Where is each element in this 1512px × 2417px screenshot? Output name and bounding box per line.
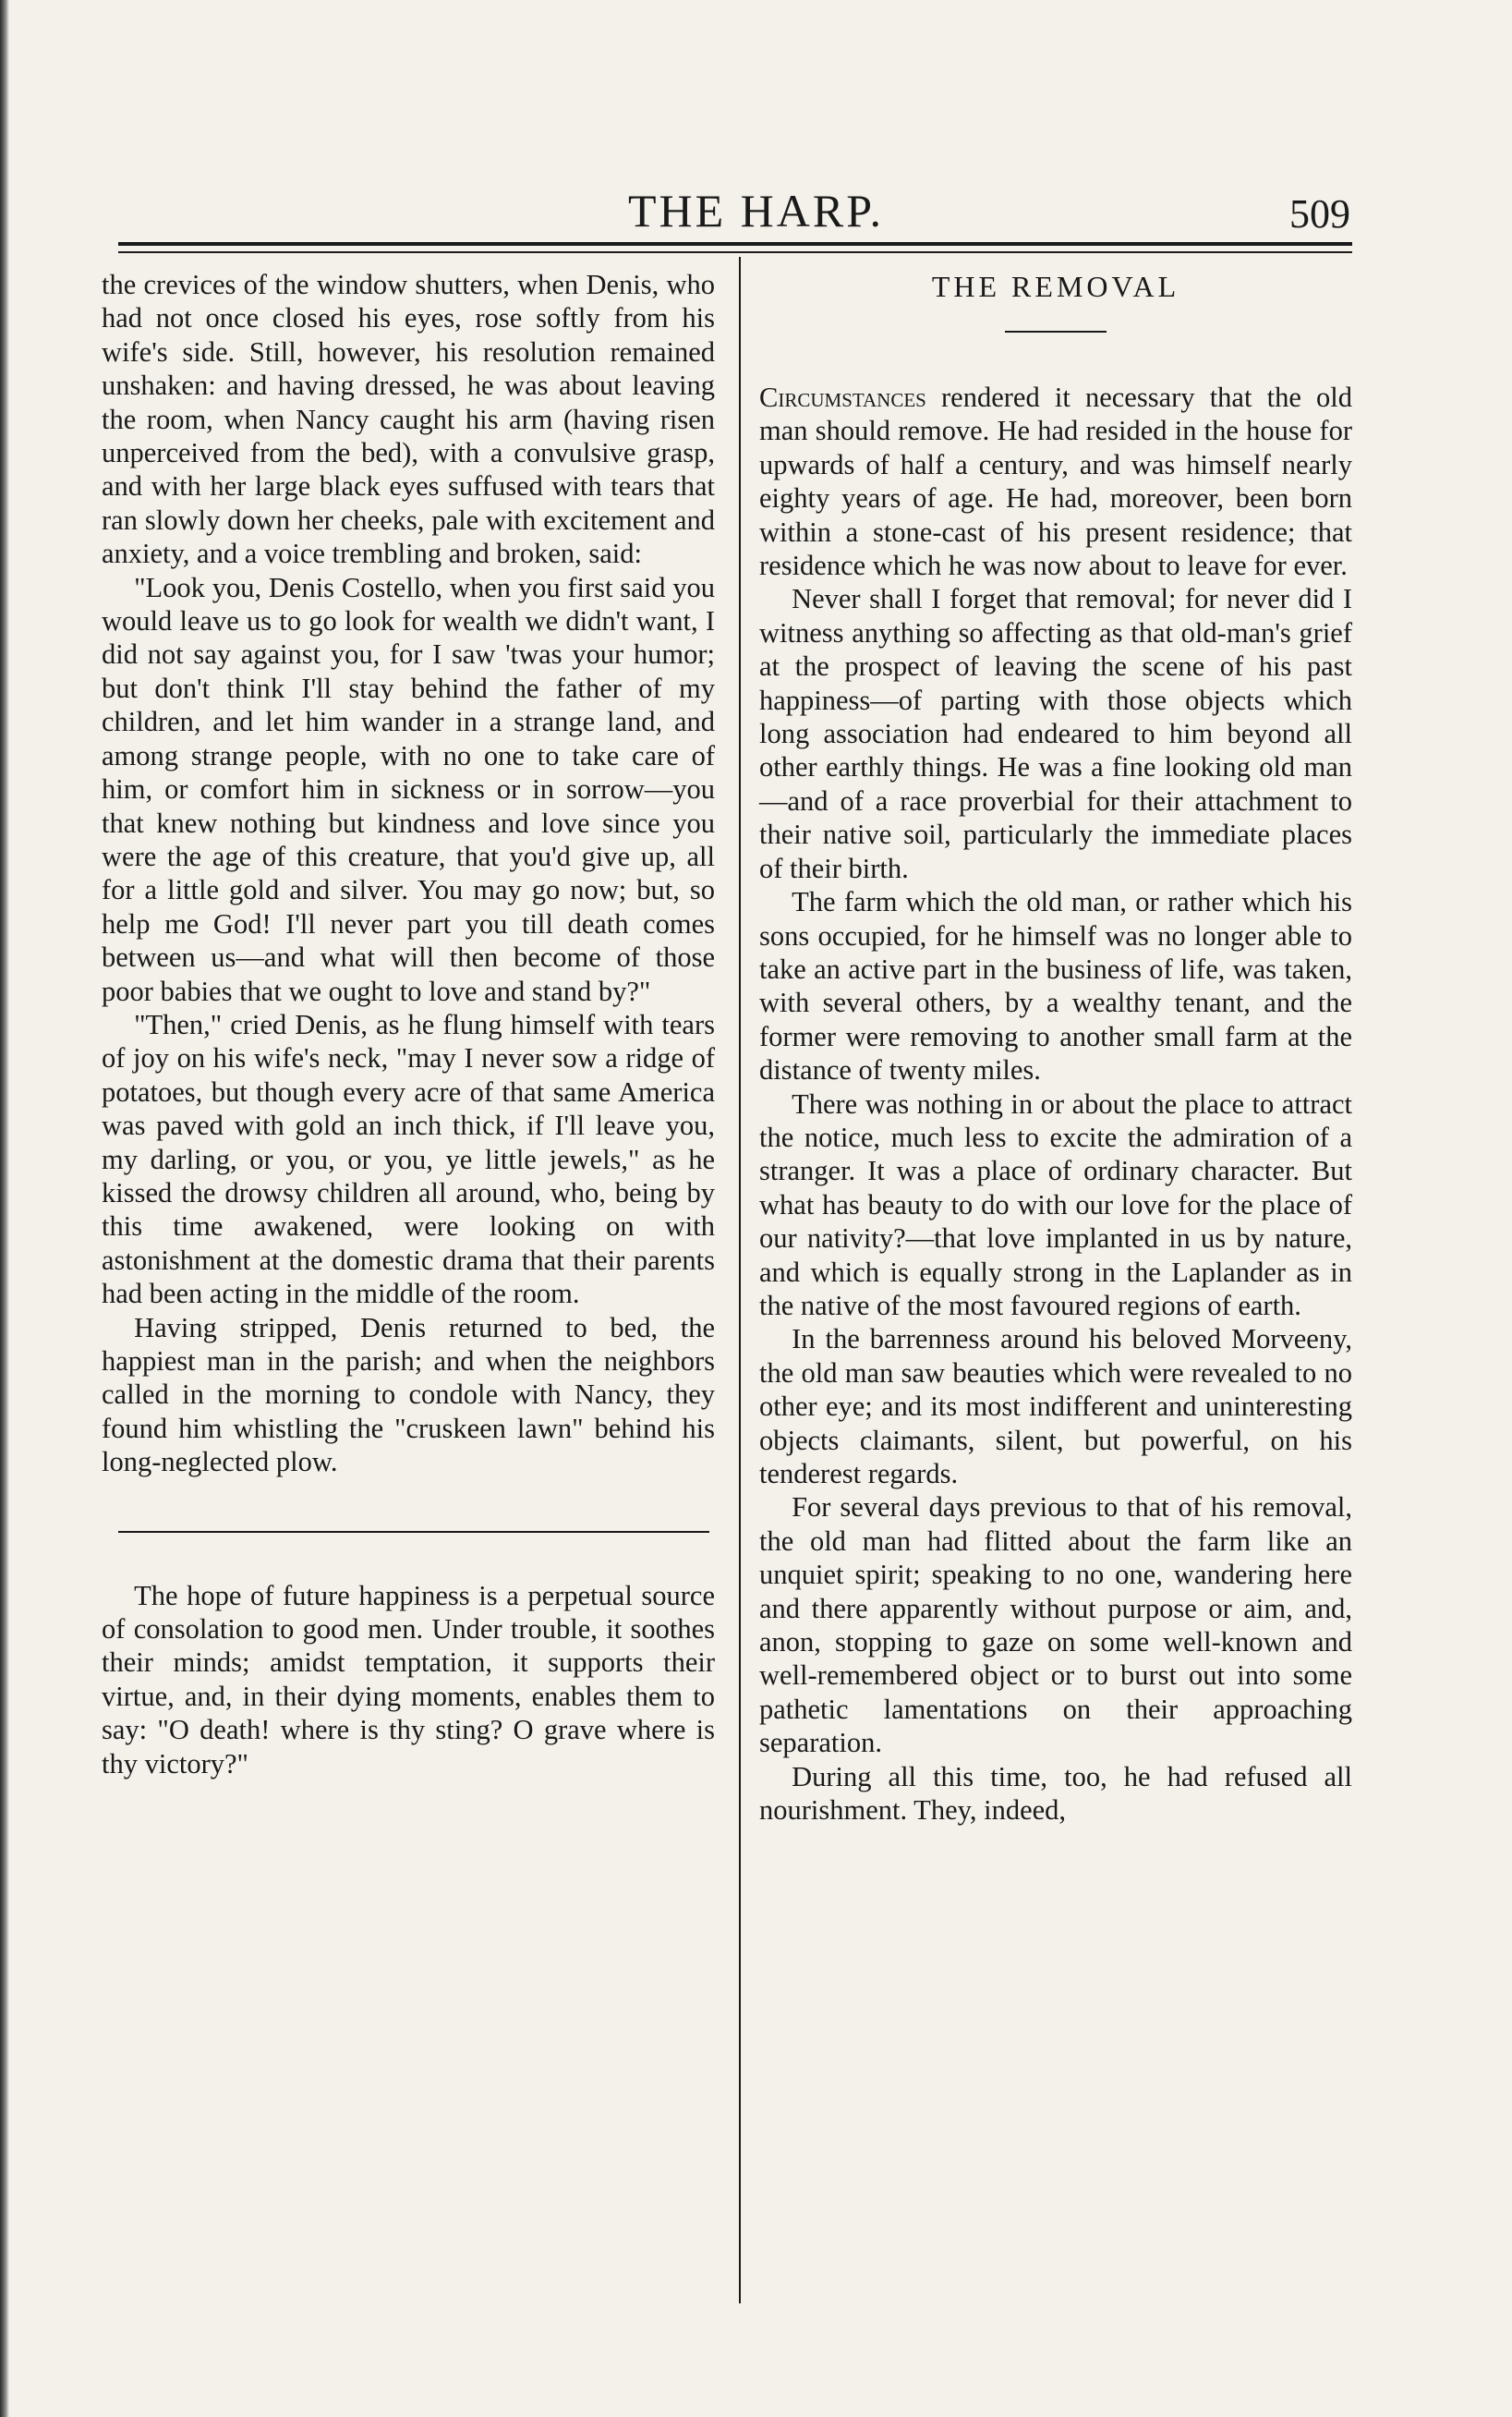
lead-paragraph-text: rendered it necessary that the old man should remove. He had resided in the house for upwards of half a century, and was himself nearly eighty years of age. He had, moreover, been born within a stone-cast of his present residence; that residence which he was now about to leave for ever. (759, 382, 1352, 582)
paragraph: During all this time, too, he had refused all nourishment. They, indeed, (759, 1760, 1352, 1827)
left-column (102, 268, 715, 1780)
page-number: 509 (1289, 191, 1350, 237)
running-title: THE HARP. (627, 185, 885, 237)
paragraph: the crevices of the window shutters, when Denis, who had not once closed his eyes, rose softly from his wife's side. Still, however, his resolution remained unshaken: and having dressed, he was about leaving the room, when Nancy caught his arm (having risen unperceived from the bed), with a convulsive grasp, and with her large black eyes suffused with tears that ran slowly down her cheeks, pale with excitement and anxiety, and a voice trembling and broken, said: (102, 269, 715, 570)
paragraph: "Then," cried Denis, as he flung himself with tears of joy on his wife's neck, "may I never sow a ridge of potatoes, but though every acre of that same America was paved with gold an inch thick, if I'll leave you, my darling, or you, or you, ye little jewels," as he kissed the drowsy children all around, who, being by this time awakened, were looking on with astonishment at the domestic drama that their parents had been acting in the middle of the room. (102, 1008, 715, 1310)
article-title: THE REMOVAL (931, 270, 1180, 303)
paragraph: The farm which the old man, or rather which his sons occupied, for he himself was no longer able to take an active part in the business of life, was taken, with several others, by a wealthy tenant, and the former were removing to another small farm at the distance of twenty miles. (759, 886, 1352, 1087)
paragraph: There was nothing in or about the place to attract the notice, much less to excite the admiration of a stranger. It was a place of ordinary character. But what has beauty to do with our love for the place of our nativity?—that love implanted in us by nature, and which is equally strong in the Laplander as in the native of the most favoured regions of earth. (759, 1087, 1352, 1321)
lead-paragraph (759, 381, 1352, 582)
paragraph: "Look you, Denis Costello, when you first said you would leave us to go look for wealth we didn't want, I did not say against you, for I saw 'twas your humor; but don't think I'll stay behind the father of my children, and let him wander in a strange land, and among strange people, with no one to take care of him, or comfort him in sickness or in sorrow—you that knew nothing but kindness and love since you were the age of this creature, that you'd give up, all for a little gold and silver. You may go now; but, so help me God! I'll never part you till death comes between us—and what will then become of those poor babies that we ought to love and stand by?" (102, 571, 715, 1007)
page-edge-shadow (0, 0, 9, 2417)
header-rule-thick (118, 242, 1352, 246)
right-column (759, 268, 1352, 1827)
title-rule (1005, 331, 1107, 333)
second-article-paragraph: The hope of future happiness is a perpetual source of consolation to good men. Under trouble, it soothes their minds; amidst temptation, it supports their virtue, and, in their dying moments, enables them to say: "O death! where is thy sting? O grave where is thy victory?" (102, 1579, 715, 1779)
paragraph: In the barrenness around his beloved Morveeny, the old man saw beauties which were revealed to no other eye; and its most indifferent and uninteresting objects claimants, silent, but powerful, on his tenderest regards. (759, 1323, 1352, 1489)
paragraph: For several days previous to that of his removal, the old man had flitted about the farm like an unquiet spirit; speaking to no one, wandering here and there apparently without purpose or aim, and, anon, stopping to gaze on some well-known and well-remembered object or to burst out into some pathetic lamentations on their approaching separation. (759, 1491, 1352, 1759)
header-rule-thin (118, 251, 1352, 253)
lead-word: Circumstances (759, 382, 926, 413)
running-head (0, 183, 1512, 238)
paragraph: Having stripped, Denis returned to bed, the happiest man in the parish; and when the neighbors called in the morning to condole with Nancy, they found him whistling the "cruskeen lawn" behind his long-neglected plow. (102, 1311, 715, 1478)
section-rule (118, 1531, 709, 1533)
column-divider (739, 257, 741, 2303)
paragraph: Never shall I forget that removal; for never did I witness anything so affecting as that old-man's grief at the prospect of leaving the scene of his past happiness—of parting with those objects which long association had endeared to him beyond all other earthly things. He was a fine looking old man—and of a race proverbial for their attachment to their native soil, particularly the immediate places of their birth. (759, 583, 1352, 884)
